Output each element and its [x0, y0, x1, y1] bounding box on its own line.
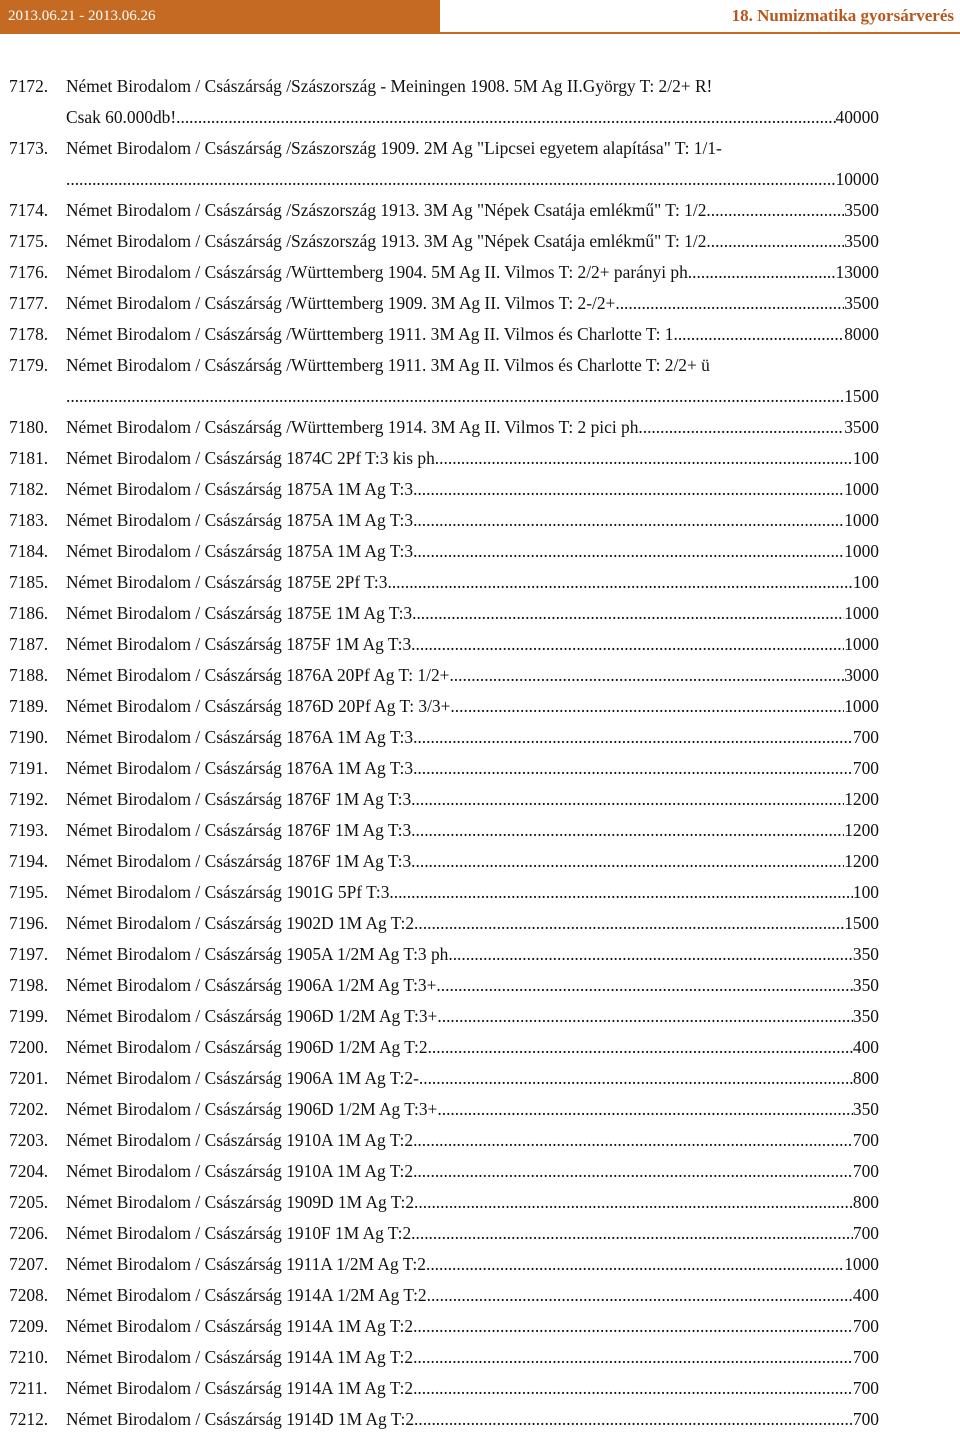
- dot-leader: [411, 629, 844, 660]
- lot-body: [66, 319, 879, 350]
- lot-description: Német Birodalom / Császárság 1876A 1M Ag T:3: [66, 758, 414, 778]
- lot-description: Német Birodalom / Császárság 1914A 1M Ag T:2: [66, 1316, 414, 1336]
- lot-item: [9, 1404, 879, 1435]
- lot-price: 1000: [844, 634, 879, 654]
- lot-body: [66, 474, 879, 505]
- lot-description: Német Birodalom / Császárság 1910A 1M Ag T:2: [66, 1161, 414, 1181]
- lot-item: [9, 1311, 879, 1342]
- lot-item: [9, 412, 879, 443]
- dot-leader: [413, 753, 853, 784]
- dot-leader: [413, 722, 853, 753]
- dot-leader: [414, 1187, 853, 1218]
- lot-body: [66, 939, 879, 970]
- lot-description: Német Birodalom / Császárság 1906D 1/2M Ag T:3+: [66, 1099, 438, 1119]
- dot-leader: [436, 970, 852, 1001]
- lot-price: 10000: [835, 169, 879, 189]
- dot-leader: [638, 412, 844, 443]
- lot-item: [9, 257, 879, 288]
- lot-number: 7177.: [9, 293, 49, 313]
- lot-body: [66, 226, 879, 257]
- lot-number: 7201.: [9, 1068, 49, 1088]
- lot-description: Német Birodalom / Császárság 1875A 1M Ag T:3: [66, 510, 414, 530]
- dot-leader: [413, 474, 844, 505]
- lot-body: [66, 722, 879, 753]
- lot-description: Német Birodalom / Császárság 1906D 1/2M Ag T:3+: [66, 1006, 438, 1026]
- lot-body: [66, 598, 879, 629]
- lot-price-line: [66, 815, 879, 846]
- lot-item: [9, 350, 879, 412]
- lot-item: [9, 505, 879, 536]
- lot-body: [66, 1373, 879, 1404]
- lot-number: 7206.: [9, 1223, 49, 1243]
- lot-description-line: Német Birodalom / Császárság /Szászország - Meiningen 1908. 5M Ag II.György T: 2/2+ R!: [66, 76, 713, 96]
- lot-price-line: [66, 629, 879, 660]
- lot-price: 700: [852, 1378, 879, 1398]
- lot-body: [66, 1404, 879, 1435]
- lot-price-line: [66, 412, 879, 443]
- auction-title-box: [732, 0, 960, 32]
- lot-price-line: [66, 102, 879, 133]
- lot-body: [66, 1156, 879, 1187]
- lot-number: 7196.: [9, 913, 49, 933]
- lot-price-line: [66, 443, 879, 474]
- lot-body: [66, 691, 879, 722]
- lot-number: 7181.: [9, 448, 49, 468]
- dot-leader: [411, 815, 844, 846]
- dot-leader: [387, 567, 852, 598]
- lot-description: Német Birodalom / Császárság 1875A 1M Ag T:3: [66, 479, 414, 499]
- lot-number: 7187.: [9, 634, 49, 654]
- lot-description: Német Birodalom / Császárság 1906A 1/2M Ag T:3+: [66, 975, 437, 995]
- lot-description: Német Birodalom / Császárság 1876A 1M Ag T:3: [66, 727, 414, 747]
- lot-body: [66, 443, 879, 474]
- lot-body: [66, 1249, 879, 1280]
- dot-leader: [66, 381, 844, 412]
- lot-price: 8000: [844, 324, 879, 344]
- lot-description: Német Birodalom / Császárság 1914A 1/2M Ag T:2: [66, 1285, 427, 1305]
- dot-leader: [411, 784, 844, 815]
- lot-item: [9, 1032, 879, 1063]
- lot-description: Német Birodalom / Császárság 1914A 1M Ag T:2: [66, 1378, 414, 1398]
- lot-number: 7176.: [9, 262, 49, 282]
- lot-description: Német Birodalom / Császárság 1906A 1M Ag T:2-: [66, 1068, 419, 1088]
- lot-body: [66, 1063, 879, 1094]
- lot-item: [9, 939, 879, 970]
- lot-body: [66, 412, 879, 443]
- dot-leader: [413, 536, 844, 567]
- lot-price-line: [66, 1094, 879, 1125]
- lot-item: [9, 1001, 879, 1032]
- dot-leader: [673, 319, 844, 350]
- lot-item: [9, 846, 879, 877]
- dot-leader: [437, 1001, 853, 1032]
- lot-number: 7178.: [9, 324, 49, 344]
- lot-price-line: [66, 164, 879, 195]
- lot-number: 7190.: [9, 727, 49, 747]
- lot-description: Német Birodalom / Császárság 1906D 1/2M Ag T:2: [66, 1037, 428, 1057]
- lot-description: Német Birodalom / Császárság /Szászország 1913. 3M Ag "Népek Csatája emlékmű" T: 1/2: [66, 231, 707, 251]
- lot-price-line: [66, 846, 879, 877]
- lot-price: 700: [852, 1223, 879, 1243]
- lot-price: 350: [852, 1006, 879, 1026]
- lot-body: [66, 536, 879, 567]
- lot-price: 1500: [844, 913, 879, 933]
- lot-price: 700: [852, 727, 879, 747]
- lot-body: [66, 877, 879, 908]
- lot-number: 7210.: [9, 1347, 49, 1367]
- lot-price: 1000: [844, 603, 879, 623]
- dot-leader: [176, 102, 835, 133]
- lot-description: Német Birodalom / Császárság /Württemberg 1914. 3M Ag II. Vilmos T: 2 pici ph: [66, 417, 639, 437]
- lot-description: Német Birodalom / Császárság /Szászország 1913. 3M Ag "Népek Csatája emlékmű" T: 1/2: [66, 200, 707, 220]
- lot-price: 700: [852, 1130, 879, 1150]
- dot-leader: [419, 1063, 853, 1094]
- lot-price-line: [66, 505, 879, 536]
- lot-description: Német Birodalom / Császárság 1909D 1M Ag T:2: [66, 1192, 415, 1212]
- lot-price: 1200: [844, 851, 879, 871]
- lot-price-line: [66, 753, 879, 784]
- date-range: 2013.06.21 - 2013.06.26: [8, 7, 156, 24]
- lot-price-line: [66, 722, 879, 753]
- lot-item: [9, 970, 879, 1001]
- lot-number: 7174.: [9, 200, 49, 220]
- dot-leader: [413, 1125, 853, 1156]
- lot-body: [66, 257, 879, 288]
- dot-leader: [411, 1218, 853, 1249]
- lot-price: 100: [852, 572, 879, 592]
- lot-item: [9, 443, 879, 474]
- lot-number: 7194.: [9, 851, 49, 871]
- lot-body: [66, 1218, 879, 1249]
- lot-item: [9, 226, 879, 257]
- lot-body: [66, 1032, 879, 1063]
- lot-item: [9, 691, 879, 722]
- lot-description-line: Német Birodalom / Császárság /Württemberg 1911. 3M Ag II. Vilmos és Charlotte T: 2/2+ ü: [66, 355, 710, 375]
- lot-price-line: [66, 1249, 879, 1280]
- lot-number: 7209.: [9, 1316, 49, 1336]
- lot-price: 350: [852, 1099, 879, 1119]
- lot-item: [9, 1187, 879, 1218]
- lot-description: Német Birodalom / Császárság 1910F 1M Ag T:2: [66, 1223, 412, 1243]
- lot-price-line: [66, 691, 879, 722]
- lot-number: 7199.: [9, 1006, 49, 1026]
- lot-price: 1000: [844, 479, 879, 499]
- lot-number: 7212.: [9, 1409, 49, 1429]
- dot-leader: [413, 1311, 853, 1342]
- lot-body: [66, 71, 879, 133]
- lot-item: [9, 474, 879, 505]
- lot-price-line: [66, 1156, 879, 1187]
- lot-body: [66, 1187, 879, 1218]
- lot-price-line: [66, 1125, 879, 1156]
- lot-price: 1500: [844, 386, 879, 406]
- lot-item: [9, 319, 879, 350]
- lot-number: 7180.: [9, 417, 49, 437]
- lot-body: [66, 1094, 879, 1125]
- lot-description: Német Birodalom / Császárság 1875E 2Pf T:3: [66, 572, 388, 592]
- lot-item: [9, 1094, 879, 1125]
- lot-description: Német Birodalom / Császárság 1876F 1M Ag T:3: [66, 789, 412, 809]
- lot-item: [9, 722, 879, 753]
- lot-description: Német Birodalom / Császárság 1911A 1/2M Ag T:2: [66, 1254, 426, 1274]
- lot-number: 7179.: [9, 355, 49, 375]
- lot-number: 7195.: [9, 882, 49, 902]
- lot-price: 800: [852, 1068, 879, 1088]
- lot-description-line: Német Birodalom / Császárság /Szászország 1909. 2M Ag "Lipcsei egyetem alapítása" T: 1/1-: [66, 138, 722, 158]
- lot-number: 7184.: [9, 541, 49, 561]
- lot-item: [9, 1156, 879, 1187]
- lot-description: Német Birodalom / Császárság 1914A 1M Ag T:2: [66, 1347, 414, 1367]
- lot-item: [9, 1342, 879, 1373]
- lot-price-line: [66, 1218, 879, 1249]
- lot-number: 7186.: [9, 603, 49, 623]
- lot-item: [9, 1280, 879, 1311]
- dot-leader: [688, 257, 836, 288]
- lot-item: [9, 1373, 879, 1404]
- lot-price: 700: [852, 758, 879, 778]
- lot-description: Német Birodalom / Császárság 1901G 5Pf T:3: [66, 882, 390, 902]
- dot-leader: [413, 1342, 853, 1373]
- lot-price-line: [66, 660, 879, 691]
- lot-number: 7185.: [9, 572, 49, 592]
- lot-item: [9, 784, 879, 815]
- lot-body: [66, 660, 879, 691]
- lot-price: 700: [852, 1409, 879, 1429]
- date-range-band: [0, 0, 440, 32]
- lot-price: 40000: [835, 107, 879, 127]
- lot-price-line: [66, 474, 879, 505]
- lot-number: 7202.: [9, 1099, 49, 1119]
- dot-leader: [437, 1094, 853, 1125]
- lot-price: 3500: [844, 231, 879, 251]
- lot-number: 7208.: [9, 1285, 49, 1305]
- lot-body: [66, 815, 879, 846]
- lot-description: Német Birodalom / Császárság 1905A 1/2M Ag T:3 ph.: [66, 944, 453, 964]
- lot-price: 400: [852, 1285, 879, 1305]
- lot-description: Német Birodalom / Császárság 1874C 2Pf T:3 kis ph.: [66, 448, 440, 468]
- lot-number: 7207.: [9, 1254, 49, 1274]
- lot-number: 7192.: [9, 789, 49, 809]
- dot-leader: [449, 660, 844, 691]
- lot-body: [66, 784, 879, 815]
- lot-list: [9, 71, 879, 1435]
- lot-price-line: [66, 784, 879, 815]
- dot-leader: [439, 443, 853, 474]
- lot-description: Német Birodalom / Császárság 1914D 1M Ag T:2: [66, 1409, 415, 1429]
- dot-leader: [414, 908, 844, 939]
- lot-item: [9, 133, 879, 195]
- dot-leader: [389, 877, 853, 908]
- lot-price: 3000: [844, 665, 879, 685]
- dot-leader: [706, 195, 844, 226]
- lot-number: 7205.: [9, 1192, 49, 1212]
- lot-price-line: [66, 1187, 879, 1218]
- lot-price: 3500: [844, 293, 879, 313]
- dot-leader: [450, 691, 844, 722]
- lot-number: 7175.: [9, 231, 49, 251]
- lot-price-line: [66, 288, 879, 319]
- lot-number: 7182.: [9, 479, 49, 499]
- lot-description: Német Birodalom / Császárság 1875E 1M Ag T:3: [66, 603, 413, 623]
- lot-description: Német Birodalom / Császárság /Württemberg 1904. 5M Ag II. Vilmos T: 2/2+ parányi ph: [66, 262, 688, 282]
- lot-description: Német Birodalom / Császárság 1875A 1M Ag T:3: [66, 541, 414, 561]
- lot-body: [66, 1125, 879, 1156]
- lot-item: [9, 1125, 879, 1156]
- lot-item: [9, 195, 879, 226]
- lot-price-line: [66, 598, 879, 629]
- lot-body: [66, 567, 879, 598]
- lot-description: Német Birodalom / Császárság 1902D 1M Ag T:2: [66, 913, 415, 933]
- lot-price: 1000: [844, 510, 879, 530]
- lot-body: [66, 846, 879, 877]
- lot-price-line: [66, 1404, 879, 1435]
- dot-leader: [453, 939, 853, 970]
- lot-price: 800: [852, 1192, 879, 1212]
- lot-description: Német Birodalom / Császárság 1876D 20Pf Ag T: 3/3+: [66, 696, 451, 716]
- lot-price: 700: [852, 1316, 879, 1336]
- lot-body: [66, 195, 879, 226]
- dot-leader: [411, 846, 844, 877]
- lot-price-line: [66, 970, 879, 1001]
- lot-body: [66, 908, 879, 939]
- lot-item: [9, 1249, 879, 1280]
- lot-description: Német Birodalom / Császárság 1910A 1M Ag T:2: [66, 1130, 414, 1150]
- lot-item: [9, 71, 879, 133]
- lot-item: [9, 1218, 879, 1249]
- lot-price: 100: [852, 882, 879, 902]
- lot-item: [9, 660, 879, 691]
- lot-number: 7183.: [9, 510, 49, 530]
- lot-item: [9, 598, 879, 629]
- lot-body: [66, 1001, 879, 1032]
- lot-price-line: [66, 939, 879, 970]
- lot-item: [9, 1063, 879, 1094]
- lot-number: 7203.: [9, 1130, 49, 1150]
- lot-price-line: [66, 536, 879, 567]
- lot-body: [66, 288, 879, 319]
- lot-body: [66, 1342, 879, 1373]
- header-divider: [0, 32, 960, 34]
- page-header: [0, 0, 960, 32]
- lot-price-line: [66, 908, 879, 939]
- lot-number: 7198.: [9, 975, 49, 995]
- lot-item: [9, 908, 879, 939]
- dot-leader: [427, 1280, 853, 1311]
- lot-description: Német Birodalom / Császárság /Württemberg 1909. 3M Ag II. Vilmos T: 2-/2+: [66, 293, 616, 313]
- lot-description: Német Birodalom / Császárság /Württemberg 1911. 3M Ag II. Vilmos és Charlotte T: 1: [66, 324, 674, 344]
- lot-description: Német Birodalom / Császárság 1876F 1M Ag T:3: [66, 820, 412, 840]
- lot-body: [66, 1280, 879, 1311]
- lot-price: 400: [852, 1037, 879, 1057]
- lot-price: 1200: [844, 789, 879, 809]
- dot-leader: [413, 1156, 853, 1187]
- lot-item: [9, 629, 879, 660]
- auction-title: 18. Numizmatika gyorsárverés: [731, 6, 954, 25]
- dot-leader: [706, 226, 844, 257]
- lot-body: [66, 350, 879, 412]
- lot-price: 13000: [835, 262, 879, 282]
- lot-description: Német Birodalom / Császárság 1875F 1M Ag T:3: [66, 634, 412, 654]
- lot-price: 1200: [844, 820, 879, 840]
- lot-number: 7173.: [9, 138, 49, 158]
- lot-number: 7188.: [9, 665, 49, 685]
- lot-item: [9, 567, 879, 598]
- lot-item: [9, 536, 879, 567]
- lot-price: 100: [852, 448, 879, 468]
- lot-price: 350: [852, 944, 879, 964]
- dot-leader: [413, 505, 844, 536]
- lot-number: 7191.: [9, 758, 49, 778]
- lot-price-line: [66, 877, 879, 908]
- lot-price-line: [66, 1373, 879, 1404]
- lot-body: [66, 1311, 879, 1342]
- lot-price: 350: [852, 975, 879, 995]
- lot-price-line: [66, 257, 879, 288]
- lot-number: 7172.: [9, 76, 49, 96]
- lot-price-line: [66, 1280, 879, 1311]
- lot-price-line: [66, 1311, 879, 1342]
- lot-price-line: [66, 381, 879, 412]
- lot-price-line: [66, 1342, 879, 1373]
- lot-number: 7197.: [9, 944, 49, 964]
- lot-price: 3500: [844, 200, 879, 220]
- dot-leader: [615, 288, 844, 319]
- lot-price: 700: [852, 1161, 879, 1181]
- lot-item: [9, 815, 879, 846]
- lot-body: [66, 629, 879, 660]
- lot-price-line: [66, 195, 879, 226]
- lot-description: Csak 60.000db!: [66, 107, 177, 127]
- lot-price-line: [66, 1001, 879, 1032]
- lot-description: Német Birodalom / Császárság 1876F 1M Ag T:3: [66, 851, 412, 871]
- lot-body: [66, 970, 879, 1001]
- lot-number: 7189.: [9, 696, 49, 716]
- lot-price-line: [66, 319, 879, 350]
- lot-price-line: [66, 226, 879, 257]
- lot-number: 7200.: [9, 1037, 49, 1057]
- lot-price: 1000: [844, 1254, 879, 1274]
- dot-leader: [426, 1249, 844, 1280]
- lot-price: 1000: [844, 541, 879, 561]
- dot-leader: [412, 598, 844, 629]
- lot-body: [66, 753, 879, 784]
- lot-item: [9, 288, 879, 319]
- lot-price: 1000: [844, 696, 879, 716]
- lot-number: 7211.: [9, 1378, 48, 1398]
- lot-body: [66, 505, 879, 536]
- dot-leader: [66, 164, 836, 195]
- lot-price: 3500: [844, 417, 879, 437]
- lot-item: [9, 753, 879, 784]
- lot-description: Német Birodalom / Császárság 1876A 20Pf Ag T: 1/2+: [66, 665, 450, 685]
- lot-number: 7193.: [9, 820, 49, 840]
- lot-item: [9, 877, 879, 908]
- lot-price: 700: [852, 1347, 879, 1367]
- lot-number: 7204.: [9, 1161, 49, 1181]
- dot-leader: [413, 1373, 853, 1404]
- lot-price-line: [66, 1032, 879, 1063]
- lot-price-line: [66, 567, 879, 598]
- lot-body: [66, 133, 879, 195]
- lot-price-line: [66, 1063, 879, 1094]
- dot-leader: [428, 1032, 853, 1063]
- dot-leader: [414, 1404, 853, 1435]
